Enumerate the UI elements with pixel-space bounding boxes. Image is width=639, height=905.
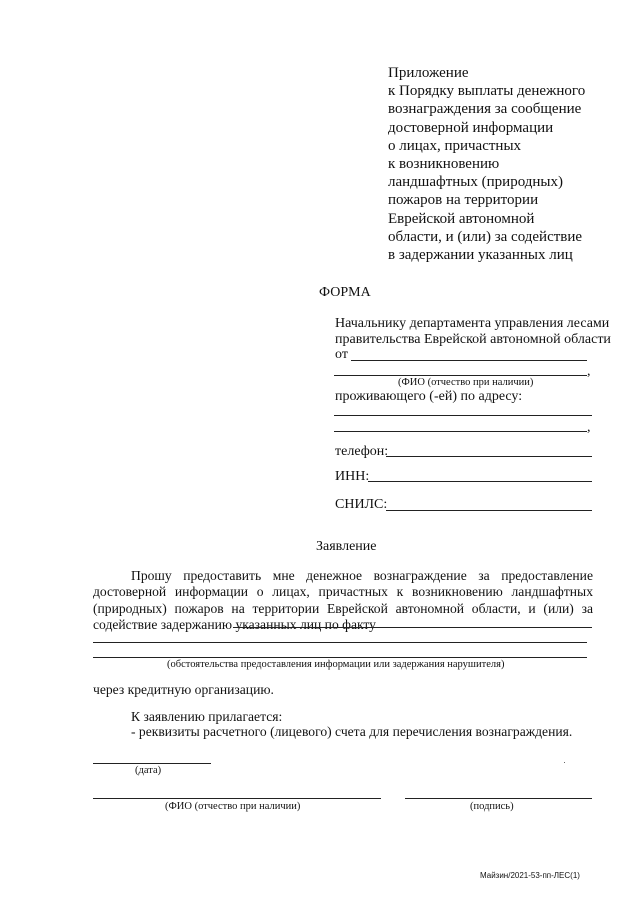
- appendix-line: вознаграждения за сообщение: [388, 101, 582, 118]
- residing-label: проживающего (-ей) по адресу:: [335, 389, 523, 404]
- phone-label: телефон:: [335, 444, 389, 459]
- from-label: от: [335, 347, 348, 362]
- from-field-line-2[interactable]: [334, 375, 587, 376]
- date-caption: (дата): [135, 765, 162, 776]
- appendix-line: к Порядку выплаты денежного: [388, 83, 586, 100]
- statement-body: [93, 568, 593, 634]
- appendix-line: пожаров на территории: [388, 192, 539, 209]
- circumstances-caption: (обстоятельства предоставления информации или задержания нарушителя): [167, 659, 505, 670]
- fio-caption: (ФИО (отчество при наличии): [398, 377, 534, 388]
- circumstances-line-3[interactable]: [93, 657, 587, 658]
- comma: ,: [587, 364, 591, 379]
- scan-dot: [564, 762, 565, 763]
- addressee-line-1: Начальнику департамента управления лесами: [335, 316, 610, 331]
- appendix-line: в задержании указанных лиц: [388, 247, 573, 264]
- inn-label: ИНН:: [335, 469, 370, 484]
- from-field-line[interactable]: [351, 360, 587, 361]
- appendix-line: Приложение: [388, 65, 469, 81]
- signature-line[interactable]: [405, 798, 592, 799]
- circumstances-line-1[interactable]: [233, 627, 592, 628]
- statement-title: Заявление: [316, 539, 377, 554]
- comma: ,: [587, 420, 591, 435]
- attached-label: К заявлению прилагается:: [131, 709, 283, 724]
- document-code: Майзин/2021-53-пп-ЛЕС(1): [480, 871, 580, 880]
- circumstances-line-2[interactable]: [93, 642, 587, 643]
- date-field-line[interactable]: [93, 763, 211, 764]
- fio-signature-caption: (ФИО (отчество при наличии): [165, 801, 301, 812]
- phone-field-line[interactable]: [386, 456, 592, 457]
- appendix-line: к возникновению: [388, 156, 500, 173]
- appendix-line: ландшафтных (природных): [388, 174, 563, 191]
- address-line-2[interactable]: [334, 431, 587, 432]
- form-label: ФОРМА: [319, 285, 371, 300]
- inn-field-line[interactable]: [368, 481, 592, 482]
- snils-label: СНИЛС:: [335, 497, 388, 512]
- statement-paragraph: Прошу предоставить мне денежное вознаграждение за предоставление достоверной информации о лицах, причастных к возникновению ландшафтных (природных) пожаров на территории Еврейской автономной области, и (или) за содействие задержанию указанных лиц по факту: [93, 568, 593, 633]
- address-line-1[interactable]: [334, 415, 592, 416]
- via-bank-text: через кредитную организацию.: [93, 682, 274, 697]
- signature-caption: (подпись): [470, 801, 514, 812]
- appendix-block: [388, 64, 628, 264]
- appendix-line: области, и (или) за содействие: [388, 228, 583, 245]
- fio-signature-line[interactable]: [93, 798, 381, 799]
- appendix-line: о лицах, причастных: [388, 137, 522, 154]
- snils-field-line[interactable]: [386, 510, 592, 511]
- attached-item: - реквизиты расчетного (лицевого) счета для перечисления вознаграждения.: [131, 724, 573, 739]
- addressee-line-2: правительства Еврейской автономной области: [335, 332, 611, 347]
- appendix-line: достоверной информации: [388, 119, 554, 136]
- appendix-line: Еврейской автономной: [388, 210, 535, 227]
